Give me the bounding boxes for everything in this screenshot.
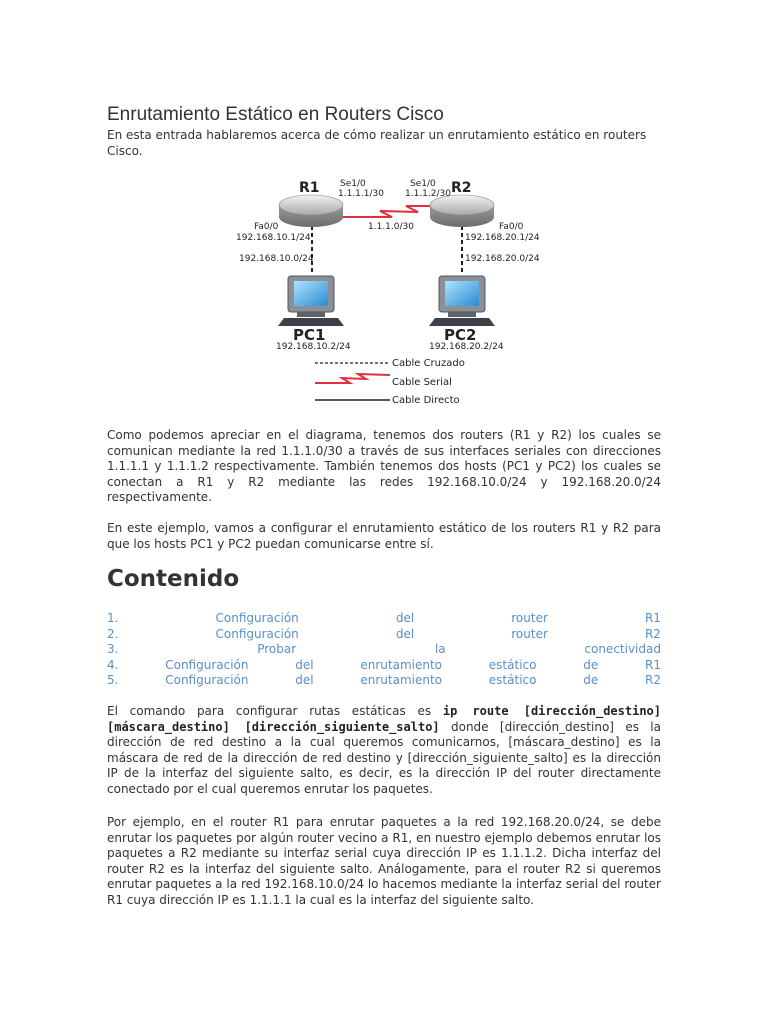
router-r2-icon — [430, 195, 494, 227]
legend-serial-line — [315, 374, 390, 383]
toc-item-link-word[interactable]: de — [583, 673, 599, 687]
toc-item-link-word[interactable]: enrutamiento — [360, 657, 443, 672]
toc-item-number: 2. — [107, 626, 119, 641]
toc-item-link-word[interactable]: router — [511, 611, 548, 625]
legend-serial-label: Cable Serial — [392, 377, 452, 388]
router-r1-icon — [279, 195, 343, 227]
legend-straight-label: Cable Directo — [392, 395, 460, 406]
toc-item-link-word[interactable]: enrutamiento — [360, 673, 443, 687]
pc1-ip: 192.168.10.2/24 — [276, 342, 351, 352]
command-intro-text: El comando para configurar rutas estáticas es — [107, 704, 443, 718]
page-title: Enrutamiento Estático en Routers Cisco — [107, 104, 444, 125]
toc-item-link-word[interactable]: Configuración — [165, 673, 249, 687]
toc-item-link-word[interactable]: conectividad — [584, 642, 661, 656]
paragraph-diagram-explanation: Como podemos apreciar en el diagrama, tenemos dos routers (R1 y R2) los cuales se comunican mediante la red 1.1.1.0/30 a través de sus interfaces seriales con direcciones 1.1.1.1 y 1.1.1.2 respectivamente. También tenemos dos hosts (PC1 y PC2) los cuales se conectan a R1 y R2 mediante las redes 192.168.10.0/24 y 192.168.20.0/24 respectivamente. — [107, 428, 661, 505]
toc-item-link-word[interactable]: Probar — [257, 642, 297, 656]
toc-item-number: 3. — [107, 642, 119, 656]
toc-item-link-word[interactable]: del — [295, 657, 314, 672]
table-of-contents — [107, 611, 661, 689]
network-diagram — [0, 0, 768, 420]
toc-item-link-word[interactable]: de — [583, 657, 599, 672]
toc-item-number: 5. — [107, 673, 119, 687]
toc-item-number: 1. — [107, 611, 119, 625]
pc2-label: PC2 — [444, 326, 477, 344]
r2-serial-ip: 1.1.1.2/30 — [405, 189, 451, 199]
toc-item-link-word[interactable]: Configuración — [215, 611, 299, 625]
toc-item-link-word[interactable]: R1 — [644, 611, 661, 625]
pc2-computer-icon — [429, 276, 495, 326]
r2-label: R2 — [451, 180, 472, 196]
toc-item-link-word[interactable]: del — [295, 673, 314, 687]
toc-item-link-word[interactable]: R1 — [645, 657, 661, 672]
diagram-legend — [315, 358, 465, 406]
toc-item-link-word[interactable]: router — [511, 626, 548, 641]
r2-fast-ip: 192.168.20.1/24 — [465, 233, 540, 243]
ip-route-command: ip route [dirección_destino] [máscara_destino] [dirección_siguiente_salto] — [107, 704, 661, 734]
toc-item-link-word[interactable]: Configuración — [215, 626, 299, 641]
toc-item-number: 4. — [107, 657, 119, 672]
toc-item-link-word[interactable]: estático — [488, 657, 537, 672]
toc-item[interactable] — [107, 642, 661, 658]
toc-item[interactable] — [107, 611, 661, 627]
r2-fast-interface: Fa0/0 — [499, 222, 524, 232]
toc-item[interactable] — [107, 658, 661, 674]
lan1-network-label: 192.168.10.0/24 — [239, 254, 314, 264]
paragraph-example-r1-r2: Por ejemplo, en el router R1 para enrutar paquetes a la red 192.168.20.0/24, se debe enrutar los paquetes por algún router vecino a R1, en nuestro ejemplo debemos enrutar los paquetes a R2 mediante su interfaz serial cuya dirección IP es 1.1.1.2. Dicha interfaz del router R2 es la interfaz del siguiente salto. Análogamente, para el router R2 si queremos enrutar paquetes a la red 192.168.10.0/24 lo hacemos mediante la interfaz serial del router R1 cuya dirección IP es 1.1.1.1 la cual es la interfaz del siguiente salto. — [107, 815, 661, 907]
lan2-network-label: 192.168.20.0/24 — [465, 254, 540, 264]
pc2-ip: 192.168.20.2/24 — [429, 342, 504, 352]
paragraph-example: En este ejemplo, vamos a configurar el enrutamiento estático de los routers R1 y R2 para que los hosts PC1 y PC2 puedan comunicarse entre sí. — [107, 521, 661, 551]
toc-item-link-word[interactable]: R2 — [645, 673, 661, 687]
toc-item-link-word[interactable]: estático — [488, 673, 537, 687]
serial-cable — [343, 206, 432, 217]
r2-serial-interface: Se1/0 — [410, 179, 436, 189]
toc-item-link-word[interactable]: del — [395, 626, 415, 641]
r1-serial-interface: Se1/0 — [340, 179, 366, 189]
r1-serial-ip: 1.1.1.1/30 — [338, 189, 384, 199]
legend-crossover-label: Cable Cruzado — [392, 358, 465, 369]
command-explanation-text: donde [dirección_destino] es la dirección de red destino a la cual queremos comunicarnos, [máscara_destino] es la máscara de red de la dirección de red destino y [dirección_siguiente_salto] es la dirección IP de la interfaz del siguiente salto, es decir, es la dirección IP del router directamente conectado por el cual queremos enrutar los paquetes. — [107, 719, 661, 796]
pc1-label: PC1 — [293, 326, 326, 344]
toc-item-link-word[interactable]: Configuración — [165, 657, 249, 672]
intro-paragraph: En esta entrada hablaremos acerca de cómo realizar un enrutamiento estático en routers Cisco. — [107, 128, 647, 158]
r1-fast-ip: 192.168.10.1/24 — [236, 233, 311, 243]
toc-item[interactable] — [107, 627, 661, 643]
toc-item-link-word[interactable]: la — [434, 642, 446, 656]
paragraph-ip-route-command — [107, 704, 661, 798]
toc-item[interactable] — [107, 673, 661, 689]
r1-fast-interface: Fa0/0 — [254, 222, 279, 232]
pc1-computer-icon — [278, 276, 344, 326]
toc-item-link-word[interactable]: R2 — [644, 626, 661, 641]
contenido-heading: Contenido — [107, 566, 240, 592]
r1-label: R1 — [299, 180, 320, 196]
toc-item-link-word[interactable]: del — [395, 611, 415, 625]
serial-network-label: 1.1.1.0/30 — [368, 222, 414, 232]
